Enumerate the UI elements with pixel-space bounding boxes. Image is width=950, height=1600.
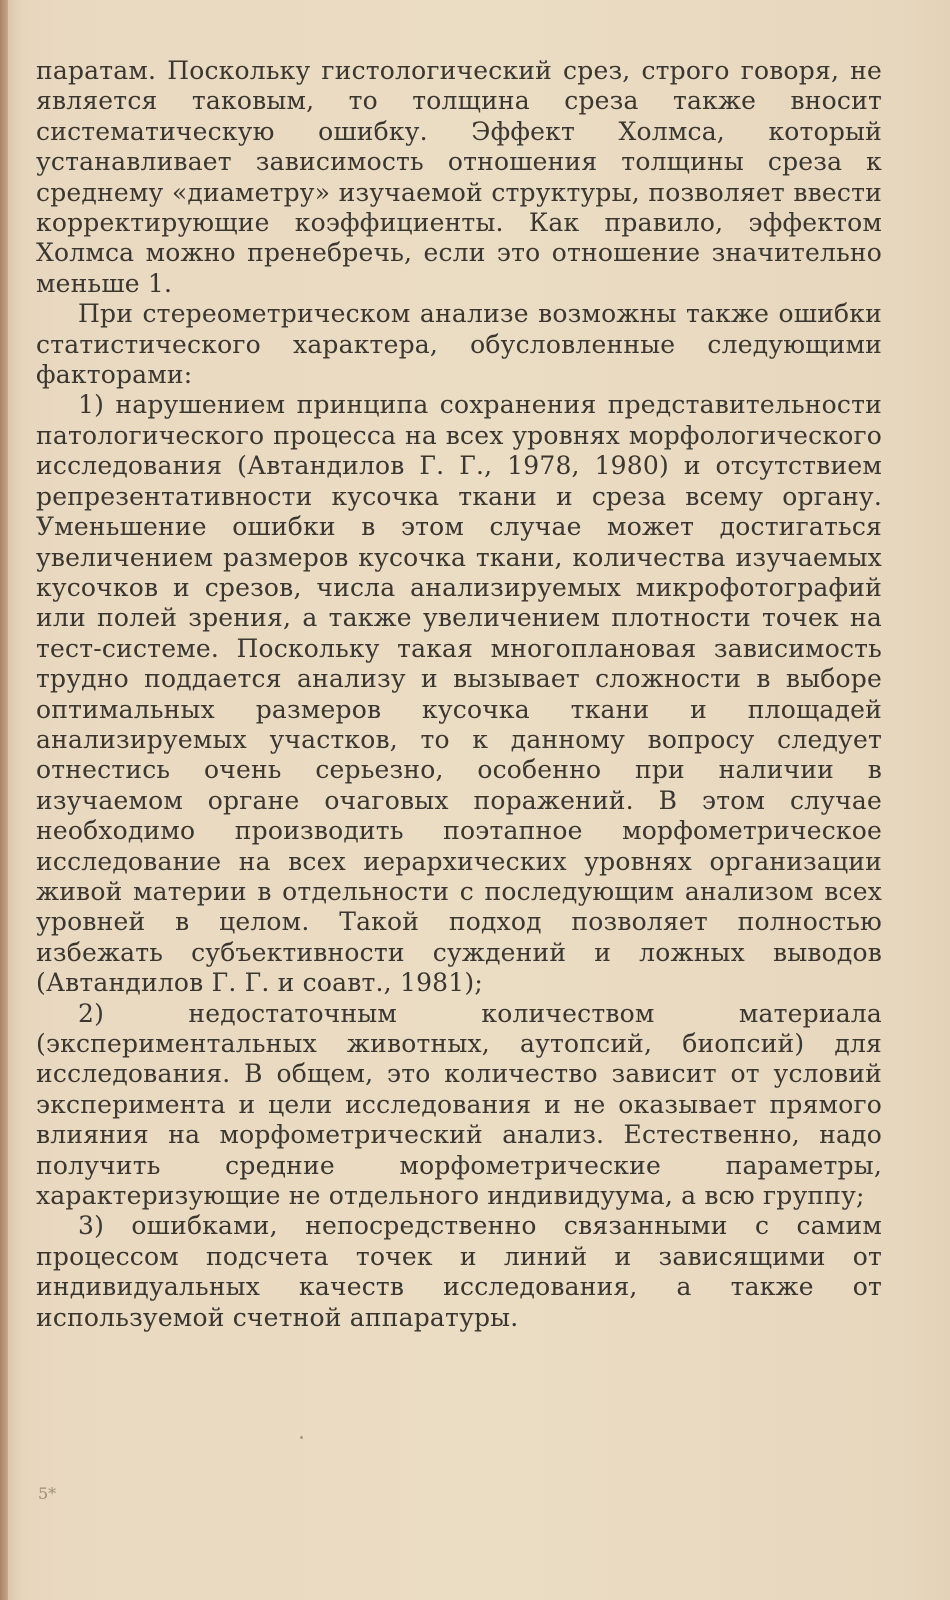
paragraph-item-1: 1) нарушением принципа сохранения представительности патологического процесса на всех уровнях морфологического исследования (Автандилов Г. Г., 1978, 1980) и отсутствием репрезентативности кусочка ткани и среза всему органу. Уменьшение ошибки в этом случае может достигаться увеличением размеров кусочка ткани, количества изучаемых кусочков и срезов, числа анализируемых микрофотографий или полей зрения, а также увеличением плотности точек на тест-системе. Поскольку такая многоплановая зависимость трудно поддается анализу и вызывает сложности в выборе оптимальных размеров кусочка ткани и площадей анализируемых участков, то к данному вопросу следует отнестись очень серьезно, особенно при наличии в изучаемом органе очаговых поражений. В этом случае необходимо производить поэтапное морфометрическое исследование на всех иерархических уровнях организации живой материи в отдельности с последующим анализом всех уровней в целом. Такой подход позволяет полностью избежать субъективности суждений и ложных выводов (Автандилов Г. Г. и соавт., 1981); (36, 390, 882, 998)
paragraph-statistical-errors: При стереометрическом анализе возможны также ошибки статистического характера, обусловленные следующими факторами: (36, 299, 882, 390)
paragraph-item-3: 3) ошибками, непосредственно связанными с самим процессом подсчета точек и линий и зависящими от индивидуальных качеств исследования, а также от используемой счетной аппаратуры. (36, 1211, 882, 1332)
body-text (36, 56, 882, 1333)
paragraph-item-2: 2) недостаточным количеством материала (экспериментальных животных, аутопсий, биопсий) для исследования. В общем, это количество зависит от условий эксперимента и цели исследования и не оказывает прямого влияния на морфометрический анализ. Естественно, надо получить средние морфометрические параметры, характеризующие не отдельного индивидуума, а всю группу; (36, 998, 882, 1211)
page-spine-shadow (0, 0, 8, 1600)
paragraph-continuation: паратам. Поскольку гистологический срез, строго говоря, не является таковым, то толщина среза также вносит систематическую ошибку. Эффект Холмса, который устанавливает зависимость отношения толщины среза к среднему «диаметру» изучаемой структуры, позволяет ввести корректирующие коэффициенты. Как правило, эффектом Холмса можно пренебречь, если это отношение значительно меньше 1. (36, 56, 882, 298)
paper-speck (300, 1436, 303, 1439)
signature-mark: 5* (38, 1484, 57, 1503)
